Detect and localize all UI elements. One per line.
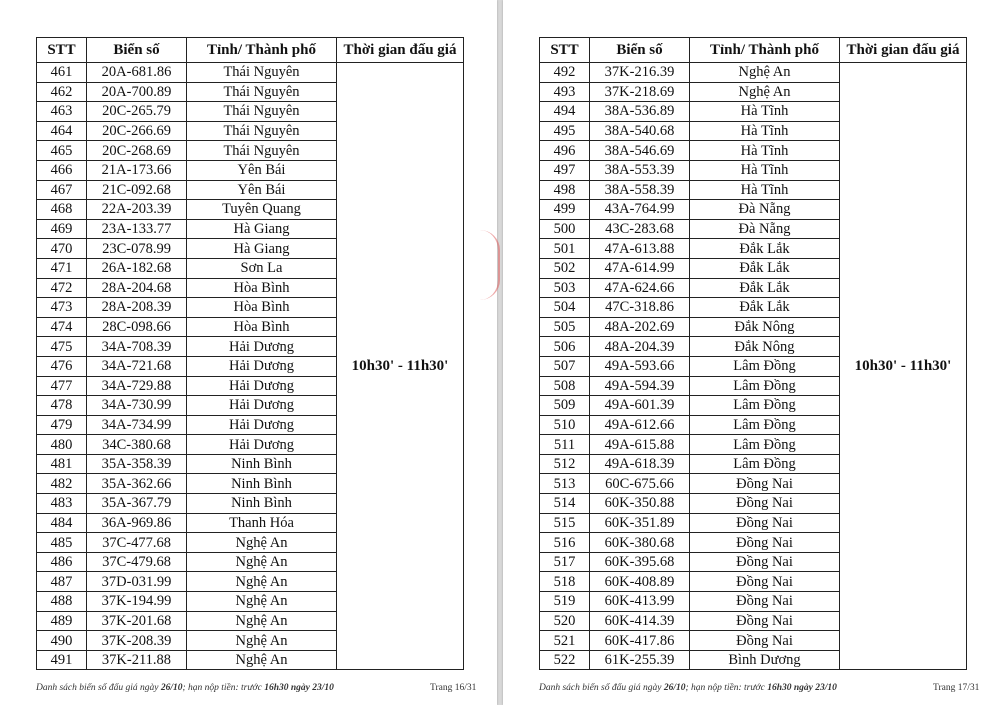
cell-province: Đồng Nai [690,552,840,572]
cell-province: Lâm Đồng [690,376,840,396]
cell-plate: 38A-540.68 [590,121,690,141]
table-header-row [37,38,464,63]
cell-province: Đồng Nai [690,611,840,631]
cell-plate: 48A-202.69 [590,317,690,337]
cell-plate: 47C-318.86 [590,298,690,318]
cell-province: Nghệ An [187,650,337,670]
cell-province: Ninh Bình [187,494,337,514]
cell-plate: 37K-201.68 [87,611,187,631]
cell-stt: 471 [37,258,87,278]
cell-stt: 504 [540,298,590,318]
cell-stt: 506 [540,337,590,357]
cell-stt: 494 [540,102,590,122]
cell-province: Thái Nguyên [187,63,337,83]
cell-plate: 37C-479.68 [87,552,187,572]
cell-province: Nghệ An [187,631,337,651]
cell-stt: 519 [540,592,590,612]
cell-plate: 34C-380.68 [87,435,187,455]
cell-plate: 60K-350.88 [590,494,690,514]
cell-province: Lâm Đồng [690,415,840,435]
cell-province: Bình Dương [690,650,840,670]
cell-province: Đắk Lắk [690,258,840,278]
cell-plate: 49A-618.39 [590,454,690,474]
cell-plate: 37K-208.39 [87,631,187,651]
cell-plate: 23A-133.77 [87,219,187,239]
cell-plate: 37D-031.99 [87,572,187,592]
cell-stt: 485 [37,533,87,553]
table-row [540,63,967,83]
cell-stt: 463 [37,102,87,122]
header-province: Tỉnh/ Thành phố [187,38,337,63]
cell-plate: 28A-204.68 [87,278,187,298]
cell-province: Đắk Nông [690,317,840,337]
cell-stt: 478 [37,396,87,416]
cell-province: Ninh Bình [187,454,337,474]
cell-stt: 488 [37,592,87,612]
cell-plate: 20C-268.69 [87,141,187,161]
cell-auction-time: 10h30' - 11h30' [337,63,464,670]
cell-plate: 28C-098.66 [87,317,187,337]
cell-plate: 60K-413.99 [590,592,690,612]
plates-table-left [36,37,464,670]
cell-plate: 60K-408.89 [590,572,690,592]
cell-stt: 511 [540,435,590,455]
cell-province: Đồng Nai [690,592,840,612]
cell-stt: 505 [540,317,590,337]
table-header-row [540,38,967,63]
cell-stt: 513 [540,474,590,494]
cell-stt: 500 [540,219,590,239]
cell-plate: 43A-764.99 [590,200,690,220]
cell-plate: 36A-969.86 [87,513,187,533]
cell-plate: 20A-700.89 [87,82,187,102]
header-time: Thời gian đấu giá [840,38,967,63]
cell-stt: 495 [540,121,590,141]
cell-plate: 26A-182.68 [87,258,187,278]
cell-stt: 490 [37,631,87,651]
plates-table-right [539,37,967,670]
cell-stt: 496 [540,141,590,161]
cell-plate: 49A-612.66 [590,415,690,435]
cell-plate: 37K-218.69 [590,82,690,102]
cell-plate: 21C-092.68 [87,180,187,200]
cell-province: Yên Bái [187,180,337,200]
cell-province: Ninh Bình [187,474,337,494]
cell-province: Hải Dương [187,337,337,357]
cell-province: Hải Dương [187,415,337,435]
cell-stt: 473 [37,298,87,318]
cell-province: Đồng Nai [690,494,840,514]
cell-stt: 469 [37,219,87,239]
cell-plate: 34A-730.99 [87,396,187,416]
cell-stt: 515 [540,513,590,533]
cell-stt: 476 [37,356,87,376]
cell-province: Nghệ An [690,82,840,102]
cell-province: Hòa Bình [187,317,337,337]
cell-stt: 468 [37,200,87,220]
cell-stt: 517 [540,552,590,572]
cell-province: Đắk Nông [690,337,840,357]
header-plate: Biển số [87,38,187,63]
cell-plate: 49A-615.88 [590,435,690,455]
cell-auction-time: 10h30' - 11h30' [840,63,967,670]
cell-plate: 60K-414.39 [590,611,690,631]
cell-province: Đắk Lắk [690,298,840,318]
cell-stt: 487 [37,572,87,592]
cell-plate: 37C-477.68 [87,533,187,553]
cell-province: Nghệ An [187,533,337,553]
cell-province: Hà Tĩnh [690,121,840,141]
cell-province: Hòa Bình [187,278,337,298]
cell-plate: 35A-362.66 [87,474,187,494]
cell-stt: 489 [37,611,87,631]
cell-province: Lâm Đồng [690,454,840,474]
cell-province: Lâm Đồng [690,435,840,455]
cell-province: Đắk Lắk [690,278,840,298]
cell-stt: 498 [540,180,590,200]
cell-province: Nghệ An [187,592,337,612]
cell-stt: 520 [540,611,590,631]
cell-stt: 516 [540,533,590,553]
cell-stt: 482 [37,474,87,494]
cell-plate: 20C-266.69 [87,121,187,141]
cell-province: Hà Giang [187,219,337,239]
cell-province: Lâm Đồng [690,396,840,416]
cell-province: Đắk Lắk [690,239,840,259]
cell-plate: 37K-216.39 [590,63,690,83]
cell-stt: 497 [540,160,590,180]
cell-plate: 34A-708.39 [87,337,187,357]
cell-province: Thái Nguyên [187,141,337,161]
cell-plate: 60C-675.66 [590,474,690,494]
cell-province: Nghệ An [187,572,337,592]
cell-stt: 486 [37,552,87,572]
cell-province: Hải Dương [187,356,337,376]
cell-province: Đồng Nai [690,474,840,494]
cell-province: Thái Nguyên [187,121,337,141]
cell-province: Hà Tĩnh [690,141,840,161]
cell-plate: 60K-351.89 [590,513,690,533]
cell-stt: 477 [37,376,87,396]
cell-plate: 49A-594.39 [590,376,690,396]
cell-stt: 521 [540,631,590,651]
cell-plate: 43C-283.68 [590,219,690,239]
cell-province: Đà Nẵng [690,200,840,220]
cell-stt: 479 [37,415,87,435]
cell-stt: 472 [37,278,87,298]
cell-plate: 60K-395.68 [590,552,690,572]
page-number: Trang 17/31 [933,683,980,693]
cell-province: Thái Nguyên [187,82,337,102]
cell-province: Yên Bái [187,160,337,180]
cell-stt: 474 [37,317,87,337]
cell-plate: 35A-358.39 [87,454,187,474]
cell-plate: 28A-208.39 [87,298,187,318]
cell-stt: 483 [37,494,87,514]
cell-plate: 22A-203.39 [87,200,187,220]
document-page-right [503,0,1000,705]
cell-province: Đồng Nai [690,533,840,553]
cell-plate: 49A-601.39 [590,396,690,416]
cell-province: Nghệ An [187,552,337,572]
cell-province: Hải Dương [187,435,337,455]
footer-note: Danh sách biển số đấu giá ngày 26/10; hạn nộp tiền: trước 16h30 ngày 23/10 [36,683,334,693]
cell-stt: 480 [37,435,87,455]
header-stt: STT [37,38,87,63]
cell-plate: 49A-593.66 [590,356,690,376]
cell-province: Nghệ An [187,611,337,631]
document-page-left [0,0,497,705]
cell-stt: 462 [37,82,87,102]
cell-stt: 507 [540,356,590,376]
cell-province: Hòa Bình [187,298,337,318]
cell-stt: 503 [540,278,590,298]
cell-stt: 475 [37,337,87,357]
cell-plate: 37K-194.99 [87,592,187,612]
cell-plate: 61K-255.39 [590,650,690,670]
cell-province: Hà Tĩnh [690,180,840,200]
cell-plate: 38A-536.89 [590,102,690,122]
cell-province: Hà Giang [187,239,337,259]
cell-stt: 484 [37,513,87,533]
cell-plate: 35A-367.79 [87,494,187,514]
cell-stt: 508 [540,376,590,396]
cell-province: Sơn La [187,258,337,278]
cell-province: Thanh Hóa [187,513,337,533]
cell-plate: 20C-265.79 [87,102,187,122]
cell-plate: 34A-734.99 [87,415,187,435]
cell-stt: 465 [37,141,87,161]
cell-plate: 34A-729.88 [87,376,187,396]
cell-stt: 492 [540,63,590,83]
cell-plate: 20A-681.86 [87,63,187,83]
cell-stt: 491 [37,650,87,670]
cell-stt: 518 [540,572,590,592]
cell-stt: 464 [37,121,87,141]
footer-note: Danh sách biển số đấu giá ngày 26/10; hạn nộp tiền: trước 16h30 ngày 23/10 [539,683,837,693]
cell-province: Lâm Đồng [690,356,840,376]
cell-stt: 502 [540,258,590,278]
cell-province: Hà Tĩnh [690,102,840,122]
header-province: Tỉnh/ Thành phố [690,38,840,63]
cell-stt: 499 [540,200,590,220]
cell-plate: 47A-613.88 [590,239,690,259]
cell-plate: 47A-624.66 [590,278,690,298]
cell-province: Nghệ An [690,63,840,83]
cell-plate: 37K-211.88 [87,650,187,670]
cell-province: Đồng Nai [690,572,840,592]
header-stt: STT [540,38,590,63]
cell-plate: 34A-721.68 [87,356,187,376]
table-row [37,63,464,83]
cell-stt: 461 [37,63,87,83]
cell-plate: 38A-558.39 [590,180,690,200]
cell-stt: 467 [37,180,87,200]
cell-stt: 509 [540,396,590,416]
cell-province: Hải Dương [187,396,337,416]
cell-province: Hải Dương [187,376,337,396]
cell-plate: 21A-173.66 [87,160,187,180]
cell-stt: 493 [540,82,590,102]
cell-stt: 510 [540,415,590,435]
cell-plate: 38A-546.69 [590,141,690,161]
cell-province: Đồng Nai [690,513,840,533]
cell-stt: 512 [540,454,590,474]
cell-plate: 60K-417.86 [590,631,690,651]
header-plate: Biển số [590,38,690,63]
cell-plate: 38A-553.39 [590,160,690,180]
cell-plate: 23C-078.99 [87,239,187,259]
cell-stt: 514 [540,494,590,514]
cell-province: Đà Nẵng [690,219,840,239]
cell-plate: 60K-380.68 [590,533,690,553]
cell-plate: 47A-614.99 [590,258,690,278]
page-number: Trang 16/31 [430,683,477,693]
cell-stt: 501 [540,239,590,259]
cell-stt: 522 [540,650,590,670]
cell-province: Đồng Nai [690,631,840,651]
cell-stt: 466 [37,160,87,180]
cell-plate: 48A-204.39 [590,337,690,357]
cell-province: Tuyên Quang [187,200,337,220]
cell-stt: 470 [37,239,87,259]
red-stamp-mark [480,230,500,300]
header-time: Thời gian đấu giá [337,38,464,63]
cell-province: Hà Tĩnh [690,160,840,180]
cell-stt: 481 [37,454,87,474]
cell-province: Thái Nguyên [187,102,337,122]
